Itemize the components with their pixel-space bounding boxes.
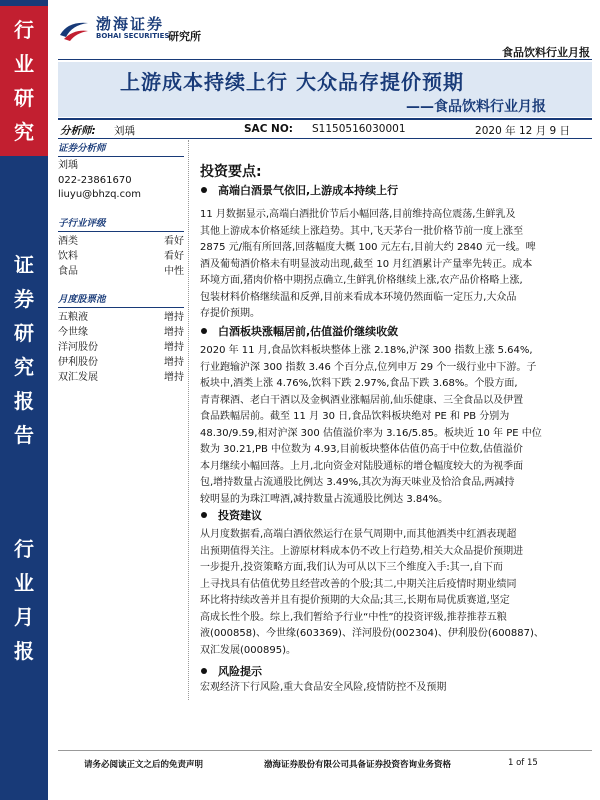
text-line: 包装材料价格继续温和反弹,目前来看成本环境仍然面临一定压力,大众品 [200,291,517,303]
rating-row [58,234,184,249]
page-number: 1 of 15 [508,758,538,768]
paragraph-4: 宏观经济下行风险,重大食品安全风险,疫情防控不及预期 [200,682,447,693]
header-divider [58,59,592,60]
analyst-name: 刘瑀 [58,160,78,171]
bullet-heading-4: 风险提示 [218,665,262,678]
rating-row-name: 食品 [58,265,78,277]
rating-row-name: 饮料 [58,250,78,262]
sidebar-monthly-report [0,537,48,663]
doc-type: 食品饮料行业月报 [502,46,590,59]
stock-pool-head: 月度股票池 [58,291,184,308]
text-line: 环比将持续改善并且有提价预期的大众品;其三,长期布局优质赛道,坚定 [200,595,510,606]
sac-label: SAC NO: [244,123,293,135]
stock-pool-row-rating: 增持 [164,326,184,338]
logo-cn: 渤海证券 [96,15,165,33]
text-line: 一步提升,投资策略方面,我们认为可从以下三个维度入手:其一,自下而 [200,562,503,573]
stock-pool-row [58,355,184,370]
sidebar-top-char: 业 [14,52,34,76]
paragraph-2 [200,343,582,508]
left-info-column [58,140,184,389]
text-line: 48.30/9.59,相对沪深 300 估值溢价率为 3.16/5.85。板块近 10 年 PE 中位 [200,427,542,439]
stock-pool-row-rating: 增持 [164,311,184,323]
bullet-icon [200,186,208,194]
bullet-icon [200,511,208,519]
rating-row-name: 酒类 [58,235,78,247]
stock-pool-row-rating: 增持 [164,371,184,383]
analyst-phone: 022-23861670 [58,174,132,186]
stock-pool-row [58,325,184,340]
text-line: 食品跌幅居前。截至 11 月 30 日,食品饮料板块绝对 PE 和 PB 分别为 [200,411,510,422]
text-line: 板块中,酒类上涨 4.76%,饮料下跌 2.97%,食品下跌 3.68%。个股方面, [200,378,518,389]
footer-qualification: 渤海证券股份有限公司具备证券投资咨询业务资格 [264,760,452,770]
institute-label: 研究所 [168,30,201,43]
bohai-logo [58,16,169,41]
sidebar-bottom-char: 业 [14,571,34,595]
text-line: 环境方面,猪肉价格中期拐点确立,生鲜乳价格继续上涨,农产品价格略上涨, [200,275,523,286]
analyst-section-head: 证券分析师 [58,140,184,157]
paragraph-3 [200,527,582,659]
stock-pool-row-name: 双汇发展 [58,371,98,383]
stock-pool-row-name: 五粮液 [58,311,88,323]
text-line: 液(000858)、今世缘(603369)、洋河股份(002304)、伊利股份(600887)、 [200,628,544,639]
text-line: 本月继续小幅回落。上月,北向资金对陆股通标的增仓幅度较大的为视季面 [200,460,524,472]
sidebar-industry-research [0,6,48,156]
column-divider [188,140,189,700]
text-line: 青青稞酒、老白干酒以及金枫酒业涨幅居前,仙乐健康、三全食品以及伊置 [200,394,524,406]
sidebar-middle-char: 究 [14,355,34,379]
text-line: 2020 年 11 月,食品饮料板块整体上涨 2.18%,沪深 300 指数上涨 5.64%, [200,345,533,356]
sidebar-middle-char: 证 [14,253,34,277]
text-line: 数为 30.21,PB 中位数为 4.93,目前板块整体估值仍高于中位数,估值溢价 [200,444,523,455]
report-title: 上游成本持续上行 大众品存提价预期 [120,70,464,94]
rating-row-rating: 中性 [164,265,184,277]
stock-pool-row-name: 洋河股份 [58,341,98,353]
paragraph-1 [200,207,582,323]
meta-row [58,118,592,139]
report-date: 2020 年 12 月 9 日 [475,125,570,137]
bullet-icon [200,327,208,335]
text-line: 高成长性个股。综上,我们暂给予行业“中性”的投资评级,推荐推荐五粮 [200,611,507,623]
rating-row [58,249,184,264]
sidebar-bottom-char: 月 [14,605,34,629]
text-line: 其他上游成本价格延续上涨趋势。其中,飞天茅台一批价格节前一度上涨至 [200,225,524,237]
rating-row-rating: 看好 [164,235,184,247]
bullet-icon [200,667,208,675]
sidebar-top-char: 究 [14,120,34,144]
text-line: 双汇发展(000895)。 [200,644,296,656]
logo-en: BOHAI SECURITIES [96,32,170,40]
sidebar-middle-char: 研 [14,321,34,345]
sidebar-middle-char: 券 [14,287,34,311]
analyst-name: 刘瑀 [114,125,135,137]
bullet-heading-3: 投资建议 [218,509,262,522]
sidebar-research-report [0,230,48,470]
analyst-label: 分析师: [60,125,96,137]
text-line: 包,增持数量占流通股比例达 3.49%,其次为海天味业及恰洽食品,两减持 [200,477,515,488]
sidebar-bottom-char: 行 [14,537,34,561]
text-line: 从月度数据看,高端白酒依然运行在景气周期中,而其他酒类中红酒表现超 [200,529,517,540]
stock-pool-row [58,340,184,355]
rating-row-rating: 看好 [164,250,184,262]
bullet-heading-1: 高端白酒景气依旧,上游成本持续上行 [218,184,399,197]
rating-row [58,264,184,279]
stock-pool-row [58,370,184,385]
report-subtitle: ——食品饮料行业月报 [406,99,546,115]
text-line: 上寻找具有估值优势且经营改善的个股;其二,中期关注后疫情时期业绩同 [200,578,517,590]
stock-pool-row-rating: 增持 [164,356,184,368]
sidebar-top-char: 研 [14,86,34,110]
bullet-heading-2: 白酒板块涨幅居前,估值溢价继续收敛 [218,325,399,338]
text-line: 2875 元/瓶有所回落,回落幅度大概 100 元左右,目前大约 2840 元一线。啤 [200,242,536,253]
analyst-email[interactable]: liuyu@bhzq.com [58,189,141,200]
footer-disclaimer[interactable]: 请务必阅读正文之后的免责声明 [84,760,204,770]
sidebar-top-char: 行 [14,18,34,42]
bohai-logo-icon [58,17,90,41]
stock-pool-row-name: 伊利股份 [58,356,98,368]
section-title: 投资要点: [200,164,262,180]
text-line: 较明显的为珠江啤酒,减持数量占流通股比例达 3.84%。 [200,493,449,505]
sidebar-middle-char: 报 [14,389,34,413]
text-line: 存提价预期。 [200,308,260,319]
stock-pool-row-name: 今世缘 [58,326,88,338]
footer-divider [58,750,592,751]
stock-pool-row-rating: 增持 [164,341,184,353]
stock-pool-row [58,310,184,325]
text-line: 11 月数据显示,高端白酒批价节后小幅回落,目前维持高位震荡,生鲜乳及 [200,209,516,220]
subindustry-rating-head: 子行业评级 [58,215,184,232]
text-line: 出预期值得关注。上游原材料成本仍不改上行趋势,相关大众品提价预期进 [200,545,524,557]
sidebar-bottom-char: 报 [14,639,34,663]
sidebar-middle-char: 告 [14,423,34,447]
sac-number: S1150516030001 [312,123,406,135]
text-line: 酒及葡萄酒价格未有明显波动出现,截至 10 月红酒累计产量率先转正。成本 [200,258,533,270]
text-line: 行业跑输沪深 300 指数 3.46 个百分点,位列申万 29 个一级行业中下游。子 [200,361,537,373]
